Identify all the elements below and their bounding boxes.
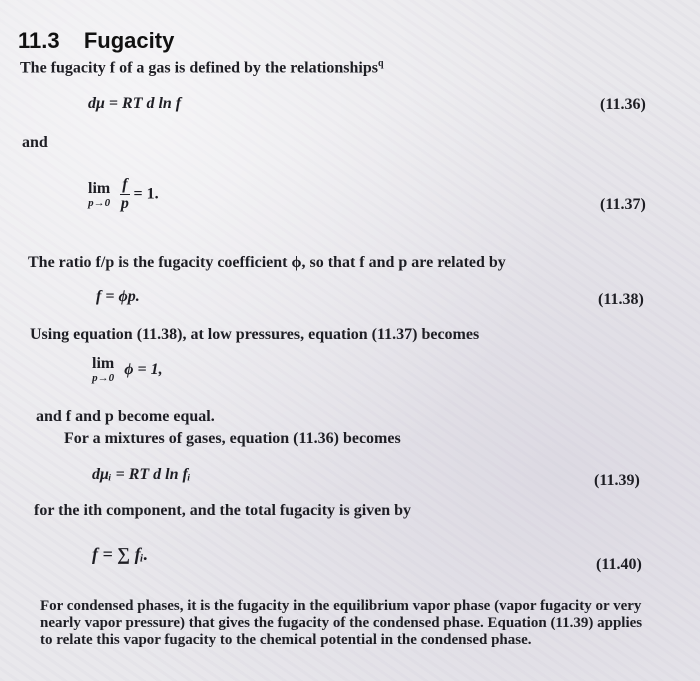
limit-operator-2 <box>92 356 114 384</box>
section-title: Fugacity <box>83 28 175 53</box>
equation-limit-phi <box>92 356 163 384</box>
fraction-numerator: f <box>122 176 128 193</box>
equation-number-11-38: (11.38) <box>598 291 644 308</box>
equal-line: and f and p become equal. <box>36 408 215 425</box>
limit-operator <box>88 181 110 209</box>
equation-11-39: dμᵢ = RT d ln fᵢ <box>92 466 191 483</box>
phi-equals-one: ϕ = 1, <box>124 361 163 378</box>
equation-tail: = 1. <box>133 185 159 203</box>
ratio-line: The ratio f/p is the fugacity coefficient ϕ, so that f and p are related by <box>28 254 506 271</box>
mixtures-line: For a mixtures of gases, equation (11.36) becomes <box>64 430 401 447</box>
lim-word: lim <box>88 179 111 197</box>
fraction-denominator: p <box>120 195 129 212</box>
lim-word-2: lim <box>92 355 115 372</box>
section-heading <box>18 28 174 54</box>
connector-and: and <box>22 134 48 151</box>
using-line: Using equation (11.38), at low pressures, equation (11.37) becomes <box>30 326 480 343</box>
section-number: 11.3 <box>18 28 60 53</box>
equation-11-38: f = ϕp. <box>96 288 140 305</box>
footnote-marker: q <box>377 58 384 69</box>
equation-number-11-36: (11.36) <box>600 96 646 113</box>
intro-text: The fugacity f of a gas is defined by the relationships <box>20 59 378 77</box>
condensed-phases-paragraph: For condensed phases, it is the fugacity in the equilibrium vapor phase (vapor fugacity or very nearly vapor pressure) that gives the fugacity of the condensed phase. Equation (11.39) applies to relate this vapor fugacity to the chemical potential in the condensed phase. <box>40 598 643 648</box>
fraction-f-over-p <box>120 176 129 213</box>
equation-11-37 <box>88 176 159 213</box>
equation-number-11-39: (11.39) <box>594 472 640 489</box>
equation-11-40: f = ∑ fᵢ. <box>92 544 149 564</box>
equation-number-11-40: (11.40) <box>596 556 642 573</box>
intro-line <box>20 58 384 77</box>
equation-number-11-37: (11.37) <box>600 196 646 213</box>
lim-subscript: p→0 <box>88 196 111 209</box>
lim-subscript-2: p→0 <box>92 372 115 384</box>
equation-11-36: dμ = RT d ln f <box>88 95 182 112</box>
ith-component-line: for the ith component, and the total fugacity is given by <box>34 502 412 519</box>
